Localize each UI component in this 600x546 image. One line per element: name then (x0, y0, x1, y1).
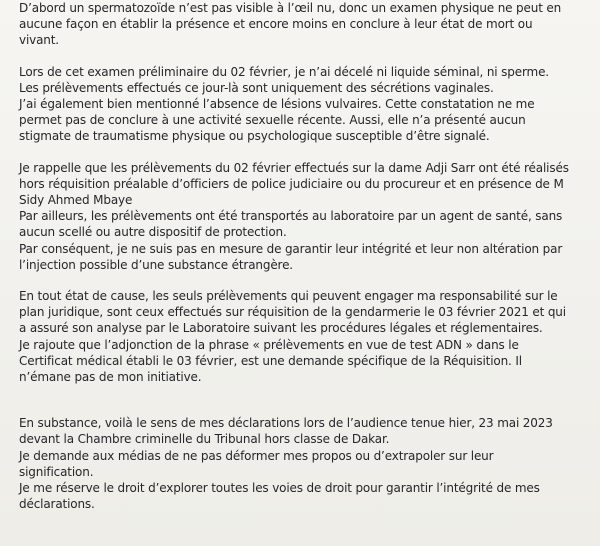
text-line: Lors de cet examen préliminaire du 02 février, je n’ai décelé ni liquide séminal, ni sperme. (19, 64, 549, 79)
text-line: vivant. (19, 33, 59, 48)
text-line: Par ailleurs, les prélèvements ont été transportés au laboratoire par un agent de santé, sans (19, 209, 563, 224)
text-line: a assuré son analyse par le Laboratoire suivant les procédures légales et réglementaires. (19, 321, 543, 336)
text-line: Certificat médical établi le 03 février, est une demande spécifique de la Réquisition. Il (19, 353, 522, 368)
text-line: Les prélèvements effectués ce jour-là sont uniquement des sécrétions vaginales. (19, 80, 494, 95)
paragraph-3 (19, 160, 594, 273)
paragraph-spacer (19, 273, 594, 288)
paragraph-4 (19, 288, 594, 385)
text-line: Par conséquent, je ne suis pas en mesure de garantir leur intégrité et leur non altération par (19, 241, 563, 256)
text-line: n’émane pas de mon initiative. (19, 370, 202, 385)
text-line: déclarations. (19, 497, 95, 512)
paragraph-spacer (19, 385, 594, 415)
text-line: aucun scellé ou autre dispositif de protection. (19, 225, 287, 240)
text-line: devant la Chambre criminelle du Tribunal hors classe de Dakar. (19, 432, 390, 447)
paragraph-5 (19, 415, 594, 512)
text-line: En substance, voilà le sens de mes déclarations lors de l’audience tenue hier, 23 mai 2023 (19, 416, 553, 431)
text-line: plan juridique, sont ceux effectués sur réquisition de la gendarmerie le 03 février 2021 et qui (19, 305, 566, 320)
text-line: Je demande aux médias de ne pas déformer mes propos ou d’extrapoler sur leur (19, 448, 494, 463)
text-line: Sidy Ahmed Mbaye (19, 193, 133, 208)
text-line: Je rappelle que les prélèvements du 02 février effectués sur la dame Adji Sarr ont été réalisés (19, 160, 569, 175)
text-line: aucune façon en établir la présence et encore moins en conclure à leur état de mort ou (19, 17, 533, 32)
text-line: hors réquisition préalable d’officiers de police judiciaire ou du procureur et en présence de M (19, 176, 564, 191)
text-line: En tout état de cause, les seuls prélèvements qui peuvent engager ma responsabilité sur le (19, 289, 558, 304)
paragraph-spacer (19, 49, 594, 64)
text-line: l’injection possible d’une substance étrangère. (19, 257, 293, 272)
text-line: permet pas de conclure à une activité sexuelle récente. Aussi, elle n’a présenté aucun (19, 113, 526, 128)
text-line: Je me réserve le droit d’explorer toutes les voies de droit pour garantir l’intégrité de mes (19, 481, 540, 496)
document-body (19, 0, 594, 512)
paragraph-1 (19, 0, 594, 49)
paragraph-spacer (19, 145, 594, 160)
text-line: J’ai également bien mentionné l’absence de lésions vulvaires. Cette constatation ne me (19, 97, 535, 112)
paragraph-2 (19, 64, 594, 145)
text-line: signification. (19, 464, 94, 479)
text-line: Je rajoute que l’adjonction de la phrase « prélèvements en vue de test ADN » dans le (19, 337, 519, 352)
text-line: stigmate de traumatisme physique ou psychologique susceptible d’être signalé. (19, 129, 490, 144)
text-line: D’abord un spermatozoïde n’est pas visible à l’œil nu, donc un examen physique ne peut en (19, 1, 562, 15)
